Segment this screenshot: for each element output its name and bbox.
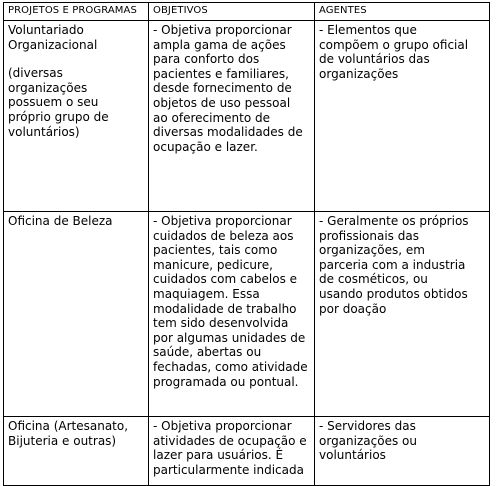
agents-cell — [315, 212, 490, 417]
project-cell — [4, 21, 149, 212]
table-row — [4, 417, 490, 486]
objective-text: - Objetiva proporcionar atividades de ocupação e lazer para usuários. É particularmente indicada — [153, 419, 307, 477]
objective-cell — [149, 212, 315, 417]
projects-table — [3, 2, 490, 486]
project-note: (diversas organizações possuem o seu próprio grupo de voluntários) — [8, 66, 109, 139]
table-row — [4, 21, 490, 212]
header-projects: PROJETOS E PROGRAMAS — [4, 3, 149, 21]
agents-cell — [315, 417, 490, 486]
table-row — [4, 212, 490, 417]
project-cell — [4, 417, 149, 486]
header-objectives: OBJETIVOS — [149, 3, 315, 21]
objective-text: - Objetiva proporcionar ampla gama de ações para conforto dos pacientes e familiares, desde fornecimento de objetos de uso pessoal ao oferecimento de diversas modalidades de ocupação e lazer. — [153, 23, 303, 154]
agents-cell — [315, 21, 490, 212]
objective-cell — [149, 417, 315, 486]
header-agents: AGENTES — [315, 3, 490, 21]
objective-cell — [149, 21, 315, 212]
project-name: Voluntariado Organizacional — [8, 23, 98, 52]
project-cell — [4, 212, 149, 417]
project-name: Oficina (Artesanato, Bijuteria e outras) — [8, 419, 129, 448]
objective-text: - Objetiva proporcionar cuidados de beleza aos pacientes, tais como manicure, pedicure, cuidados com cabelos e maquiagem. Essa modalidade de trabalho tem sido desenvolvida por algumas unidades de saúde, abertas ou fechadas, como atividade programada ou pontual. — [153, 214, 308, 389]
agents-text: - Servidores das organizações ou voluntários — [319, 419, 417, 463]
agents-text: - Elementos que compõem o grupo oficial de voluntários das organizações — [319, 23, 469, 81]
table-header-row — [4, 3, 490, 21]
project-name: Oficina de Beleza — [8, 214, 113, 228]
agents-text: - Geralmente os próprios profissionais das organizações, em parceria com a industria de cosméticos, ou usando produtos obtidos por doação — [319, 214, 469, 316]
